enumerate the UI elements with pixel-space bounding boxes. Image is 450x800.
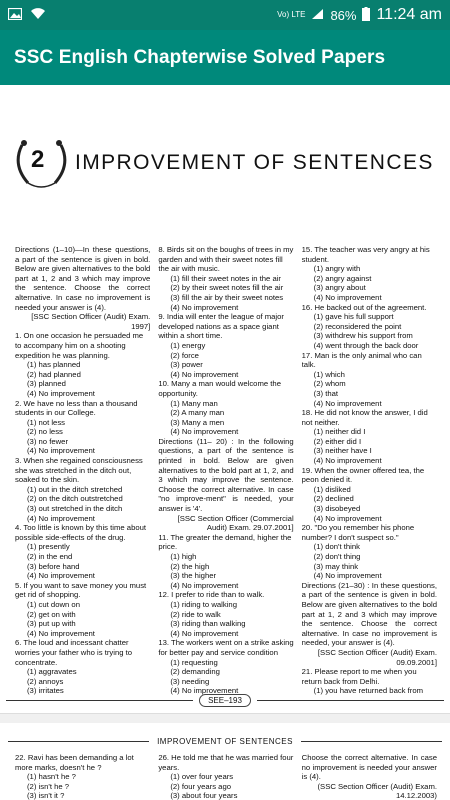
signal-icon <box>311 8 324 23</box>
answer-option: (4) No improvement <box>170 686 239 695</box>
question-text: 10. Many a man would welcome the opportunity. <box>158 379 281 398</box>
chapter-badge <box>14 135 69 190</box>
answer-option: (2) demanding <box>170 667 220 677</box>
answer-option: (2) either did I <box>313 436 362 446</box>
answer-option: (4) No improvement <box>27 628 95 638</box>
question-text: 16. He backed out of the agreement. <box>301 302 427 312</box>
next-column-3 <box>302 753 437 800</box>
answer-option: (1) you have returned back from <box>313 686 424 695</box>
answer-option: (1) angry with <box>313 264 361 274</box>
page-footer <box>0 691 450 709</box>
next-page-title: IMPROVEMENT OF SENTENCES <box>157 736 293 746</box>
answer-option: (1) requesting <box>170 657 218 667</box>
answer-option: (4) No improvement <box>27 388 95 398</box>
question-text: 19. When the owner offered tea, the peon denied it. <box>301 465 425 485</box>
answer-option: (3) power <box>170 360 203 370</box>
answer-option: (2) angry against <box>313 273 372 283</box>
column-2 <box>158 245 293 695</box>
answer-option: (4) No improvement <box>170 427 239 437</box>
status-bar <box>0 0 450 30</box>
answer-option: (4) No improvement <box>313 571 382 581</box>
app-bar <box>0 30 450 85</box>
question-text: 2. We have no less than a thousand students in our College. <box>15 398 138 418</box>
next-page-columns <box>15 753 437 800</box>
answer-option: (4) No improvement <box>170 628 239 638</box>
answer-option: (1) aggravates <box>27 667 77 677</box>
answer-option: (1) don't think <box>313 542 360 552</box>
status-left <box>8 8 46 23</box>
document-page[interactable] <box>0 85 450 800</box>
battery-icon <box>362 7 370 24</box>
answer-option: (1) high <box>170 552 197 561</box>
column-3 <box>302 245 437 695</box>
answer-option: (3) that <box>313 388 339 398</box>
status-right <box>277 6 442 24</box>
answer-option: (2) had planned <box>27 369 81 379</box>
answer-option: (4) No improvement <box>313 456 382 466</box>
answer-option: (3) angry about <box>313 283 366 293</box>
answer-option: (1) hasn't he ? <box>27 772 76 782</box>
wifi-icon <box>30 8 46 23</box>
gallery-icon <box>8 8 22 23</box>
answer-option: (1) energy <box>170 340 206 350</box>
exam-source: [SSC Section Officer (Audit) Exam. 1997] <box>31 312 151 331</box>
question-text: 20. "Do you remember his phone number? I don't suspect so." <box>301 523 415 542</box>
answer-option: (1) cut down on <box>27 599 80 609</box>
answer-option: (3) riding than walking <box>170 619 246 629</box>
answer-option: (3) irritates <box>27 686 64 695</box>
answer-option: (3) Many a men <box>170 417 225 427</box>
answer-option: (1) disliked <box>313 484 351 494</box>
exam-source: [SSC Section Officer (Audit) Exam. 09.09.2001] <box>317 647 437 667</box>
question-text: 15. The teacher was very angry at his student. <box>301 245 430 264</box>
answer-option: (4) No improvement <box>170 369 239 379</box>
answer-option: (2) by their sweet notes fill the air <box>170 283 284 293</box>
answer-option: (3) withdrew his support from <box>313 331 413 341</box>
header-rule-right <box>301 741 442 742</box>
answer-option: (4) No improvement <box>313 513 382 523</box>
chapter-title: IMPROVEMENT OF SENTENCES <box>75 150 434 174</box>
answer-option: (2) don't thing <box>313 552 361 561</box>
answer-option: (3) put up with <box>27 619 76 629</box>
column-1 <box>15 245 150 695</box>
answer-option: (2) in the end <box>27 552 73 561</box>
answer-option: (3) the higher <box>170 571 217 581</box>
exam-source: [SSC Section Officer (Commercial Audit) Exam. 29.07.2001] <box>177 513 294 533</box>
directions-text: Directions (21–30) : In these questions, a part of the sentence is given in bold. Below are given alternatives to the bold part at 1, 2 and 3 which may improve the sentence. Choose the correct alternative. In case no improvement is needed, your answer is (4). <box>301 580 437 648</box>
answer-option: (3) isn't it ? <box>27 791 65 800</box>
next-column-2 <box>158 753 293 800</box>
next-column-1 <box>15 753 150 800</box>
answer-option: (2) on the ditch outstretched <box>27 494 123 504</box>
question-text: 9. India will enter the league of major developed nations as a space giant within a short time. <box>158 312 284 341</box>
question-text: 1. On one occasion he persuaded me to accompany him on a shooting expedition he was planning. <box>15 331 144 360</box>
answer-option: (4) No improvement <box>27 446 95 456</box>
question-text: 17. Man is the only animal who can talk. <box>301 350 422 370</box>
directions-text: Directions (1–10)—In these questions, a part of the sentence is given in bold. Below are given alternatives to the bold part at 1, 2 and 3 which may improve the sentence. Choose the correct alternative. In case no improvement is needed your answer is (4). <box>15 245 151 312</box>
app-title: SSC English Chapterwise Solved Papers <box>14 46 386 68</box>
question-text: 11. The greater the demand, higher the price. <box>158 532 292 552</box>
answer-option: (3) out stretched in the ditch <box>27 504 123 514</box>
answer-option: (1) fill their sweet notes in the air <box>170 273 281 283</box>
question-text: 22. Ravi has been demanding a lot more marks, doesn't he ? <box>15 753 134 772</box>
question-text: 5. If you want to save money you must get rid of shopping. <box>15 580 147 600</box>
answer-option: (4) No improvement <box>313 398 382 408</box>
answer-option: (3) may think <box>313 561 359 571</box>
answer-option: (2) whom <box>313 379 346 389</box>
page-number-label: SEE–193 <box>199 694 251 707</box>
chapter-number: 2 <box>31 146 45 173</box>
footer-rule-left <box>6 700 193 701</box>
network-indicator: Vo) LTE <box>277 10 306 19</box>
answer-option: (1) out in the ditch stretched <box>27 484 123 494</box>
answer-option: (1) riding to walking <box>170 599 237 609</box>
answer-option: (3) about four years <box>170 791 238 800</box>
question-columns <box>15 245 437 695</box>
answer-option: (2) annoys <box>27 676 64 686</box>
question-text: 18. He did not know the answer, I did not neither. <box>301 408 428 427</box>
answer-option: (4) No improvement <box>27 571 95 581</box>
answer-option: (4) No improvement <box>313 292 382 302</box>
answer-option: (1) presently <box>27 542 70 552</box>
directions-text: Choose the correct alternative. In case no improvement is needed your answer is (4). <box>301 753 437 782</box>
answer-option: (1) which <box>313 369 345 379</box>
answer-option: (2) ride to walk <box>170 609 221 619</box>
answer-option: (3) needing <box>170 676 210 686</box>
answer-option: (2) four years ago <box>170 781 232 791</box>
answer-option: (1) not less <box>27 417 66 427</box>
clock: 11:24 am <box>376 6 442 23</box>
chapter-header <box>14 135 444 190</box>
page-divider <box>0 713 450 723</box>
exam-source: (SSC Section Officer (Audit) Exam. 14.12.2003) <box>317 781 437 800</box>
answer-option: (2) isn't he ? <box>27 781 70 791</box>
answer-option: (3) disobeyed <box>313 504 361 514</box>
answer-option: (3) no fewer <box>27 436 69 446</box>
answer-option: (1) has planned <box>27 360 81 370</box>
next-page-header <box>0 733 450 749</box>
question-text: 26. He told me that he was married four years. <box>158 753 294 772</box>
answer-option: (1) Many man <box>170 398 218 408</box>
answer-option: (2) no less <box>27 427 63 437</box>
answer-option: (3) neither have I <box>313 446 372 456</box>
header-rule-left <box>8 741 149 742</box>
answer-option: (4) No improvement <box>27 513 95 523</box>
question-text: 8. Birds sit on the boughs of trees in my garden and with their sweet notes fill the air with music. <box>158 245 294 274</box>
answer-option: (1) neither did I <box>313 427 366 437</box>
question-text: 12. I prefer to ride than to walk. <box>158 590 265 600</box>
answer-option: (2) declined <box>313 494 354 504</box>
answer-option: (1) gave his full support <box>313 312 394 322</box>
answer-option: (2) get on with <box>27 609 76 619</box>
question-text: 3. When she regained consciousness she was stretched in the ditch out, soaked to the skin. <box>15 456 143 485</box>
answer-option: (4) No improvement <box>170 580 239 590</box>
answer-option: (3) fill the air by their sweet notes <box>170 292 284 302</box>
footer-rule-right <box>257 700 444 701</box>
answer-option: (4) No improvement <box>170 302 239 312</box>
question-text: 13. The workers went on a strike asking for better pay and service condition <box>158 638 294 657</box>
answer-option: (2) force <box>170 350 199 360</box>
directions-text: Directions (11– 20) : In the following questions, a part of the sentence is printed in bold. Below are given alternatives to the bold part at 1, 2, and 3 which may improve the sentence. Choose the correct alternative. In case "no improve-ment" is needed, your answer is '4'. <box>158 436 294 514</box>
question-text: 4. Too little is known by this time about possible side-effects of the drug. <box>15 523 147 542</box>
battery-percent: 86% <box>330 7 357 23</box>
answer-option: (2) reconsidered the point <box>313 321 402 331</box>
answer-option: (2) A many man <box>170 408 225 418</box>
question-text: 21. Please report to me when you return back from Delhi. <box>301 667 417 686</box>
answer-option: (3) before hand <box>27 561 80 571</box>
question-text: 6. The loud and incessant chatter worries your father who is trying to concentrate. <box>15 638 133 667</box>
answer-option: (4) went through the back door <box>313 340 419 350</box>
answer-option: (2) the high <box>170 561 210 571</box>
answer-option: (3) planned <box>27 379 66 389</box>
answer-option: (1) over four years <box>170 772 234 782</box>
